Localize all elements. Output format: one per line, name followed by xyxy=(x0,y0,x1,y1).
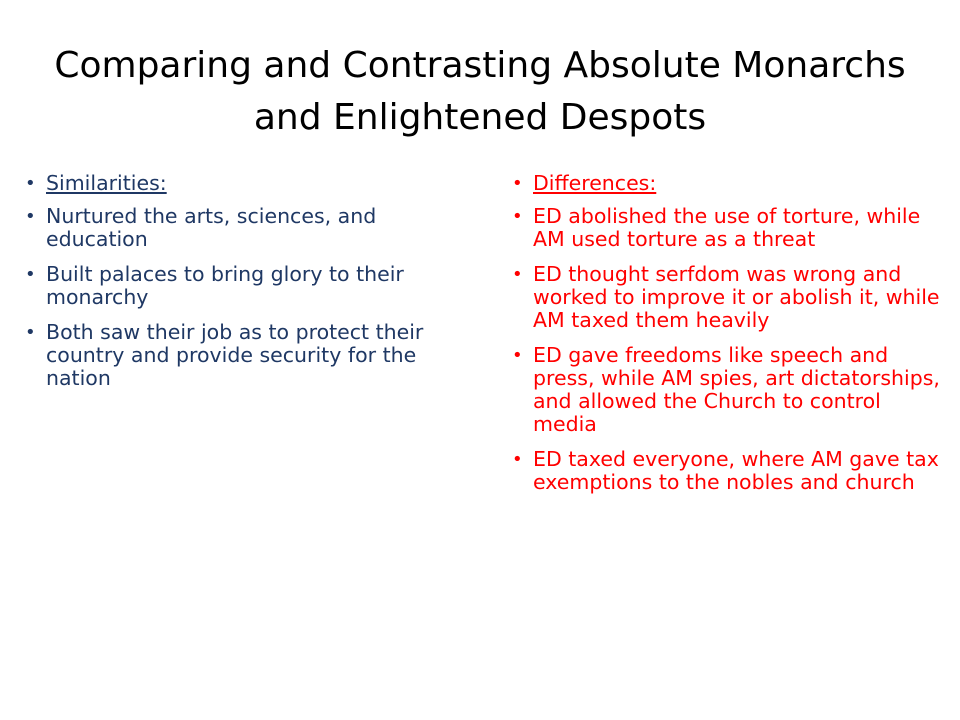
similarity-item xyxy=(25,263,445,309)
bullet-icon: • xyxy=(25,264,36,285)
bullet-icon: • xyxy=(25,206,36,227)
difference-item xyxy=(512,344,942,436)
similarities-heading: Similarities: xyxy=(46,171,167,195)
similarities-list xyxy=(25,172,445,402)
differences-heading-item xyxy=(512,172,942,195)
bullet-icon: • xyxy=(512,264,523,285)
bullet-icon: • xyxy=(512,449,523,470)
bullet-icon: • xyxy=(25,173,36,194)
similarity-text: Built palaces to bring glory to their monarchy xyxy=(46,262,404,309)
bullet-icon: • xyxy=(512,173,523,194)
difference-text: ED gave freedoms like speech and press, while AM spies, art dictatorships, and allowed the Church to control media xyxy=(533,343,940,436)
difference-item xyxy=(512,205,942,251)
difference-text: ED thought serfdom was wrong and worked to improve it or abolish it, while AM taxed them heavily xyxy=(533,262,940,332)
difference-text: ED abolished the use of torture, while AM used torture as a threat xyxy=(533,204,921,251)
differences-list xyxy=(512,172,942,506)
bullet-icon: • xyxy=(25,322,36,343)
difference-text: ED taxed everyone, where AM gave tax exemptions to the nobles and church xyxy=(533,447,939,494)
slide-title: Comparing and Contrasting Absolute Monarchs and Enlightened Despots xyxy=(54,45,906,138)
difference-item xyxy=(512,448,942,494)
similarity-text: Nurtured the arts, sciences, and education xyxy=(46,204,377,251)
similarity-item xyxy=(25,321,445,390)
similarity-text: Both saw their job as to protect their country and provide security for the nation xyxy=(46,320,424,390)
similarities-heading-item xyxy=(25,172,445,195)
difference-item xyxy=(512,263,942,332)
differences-heading: Differences: xyxy=(533,171,657,195)
bullet-icon: • xyxy=(512,206,523,227)
similarity-item xyxy=(25,205,445,251)
bullet-icon: • xyxy=(512,345,523,366)
